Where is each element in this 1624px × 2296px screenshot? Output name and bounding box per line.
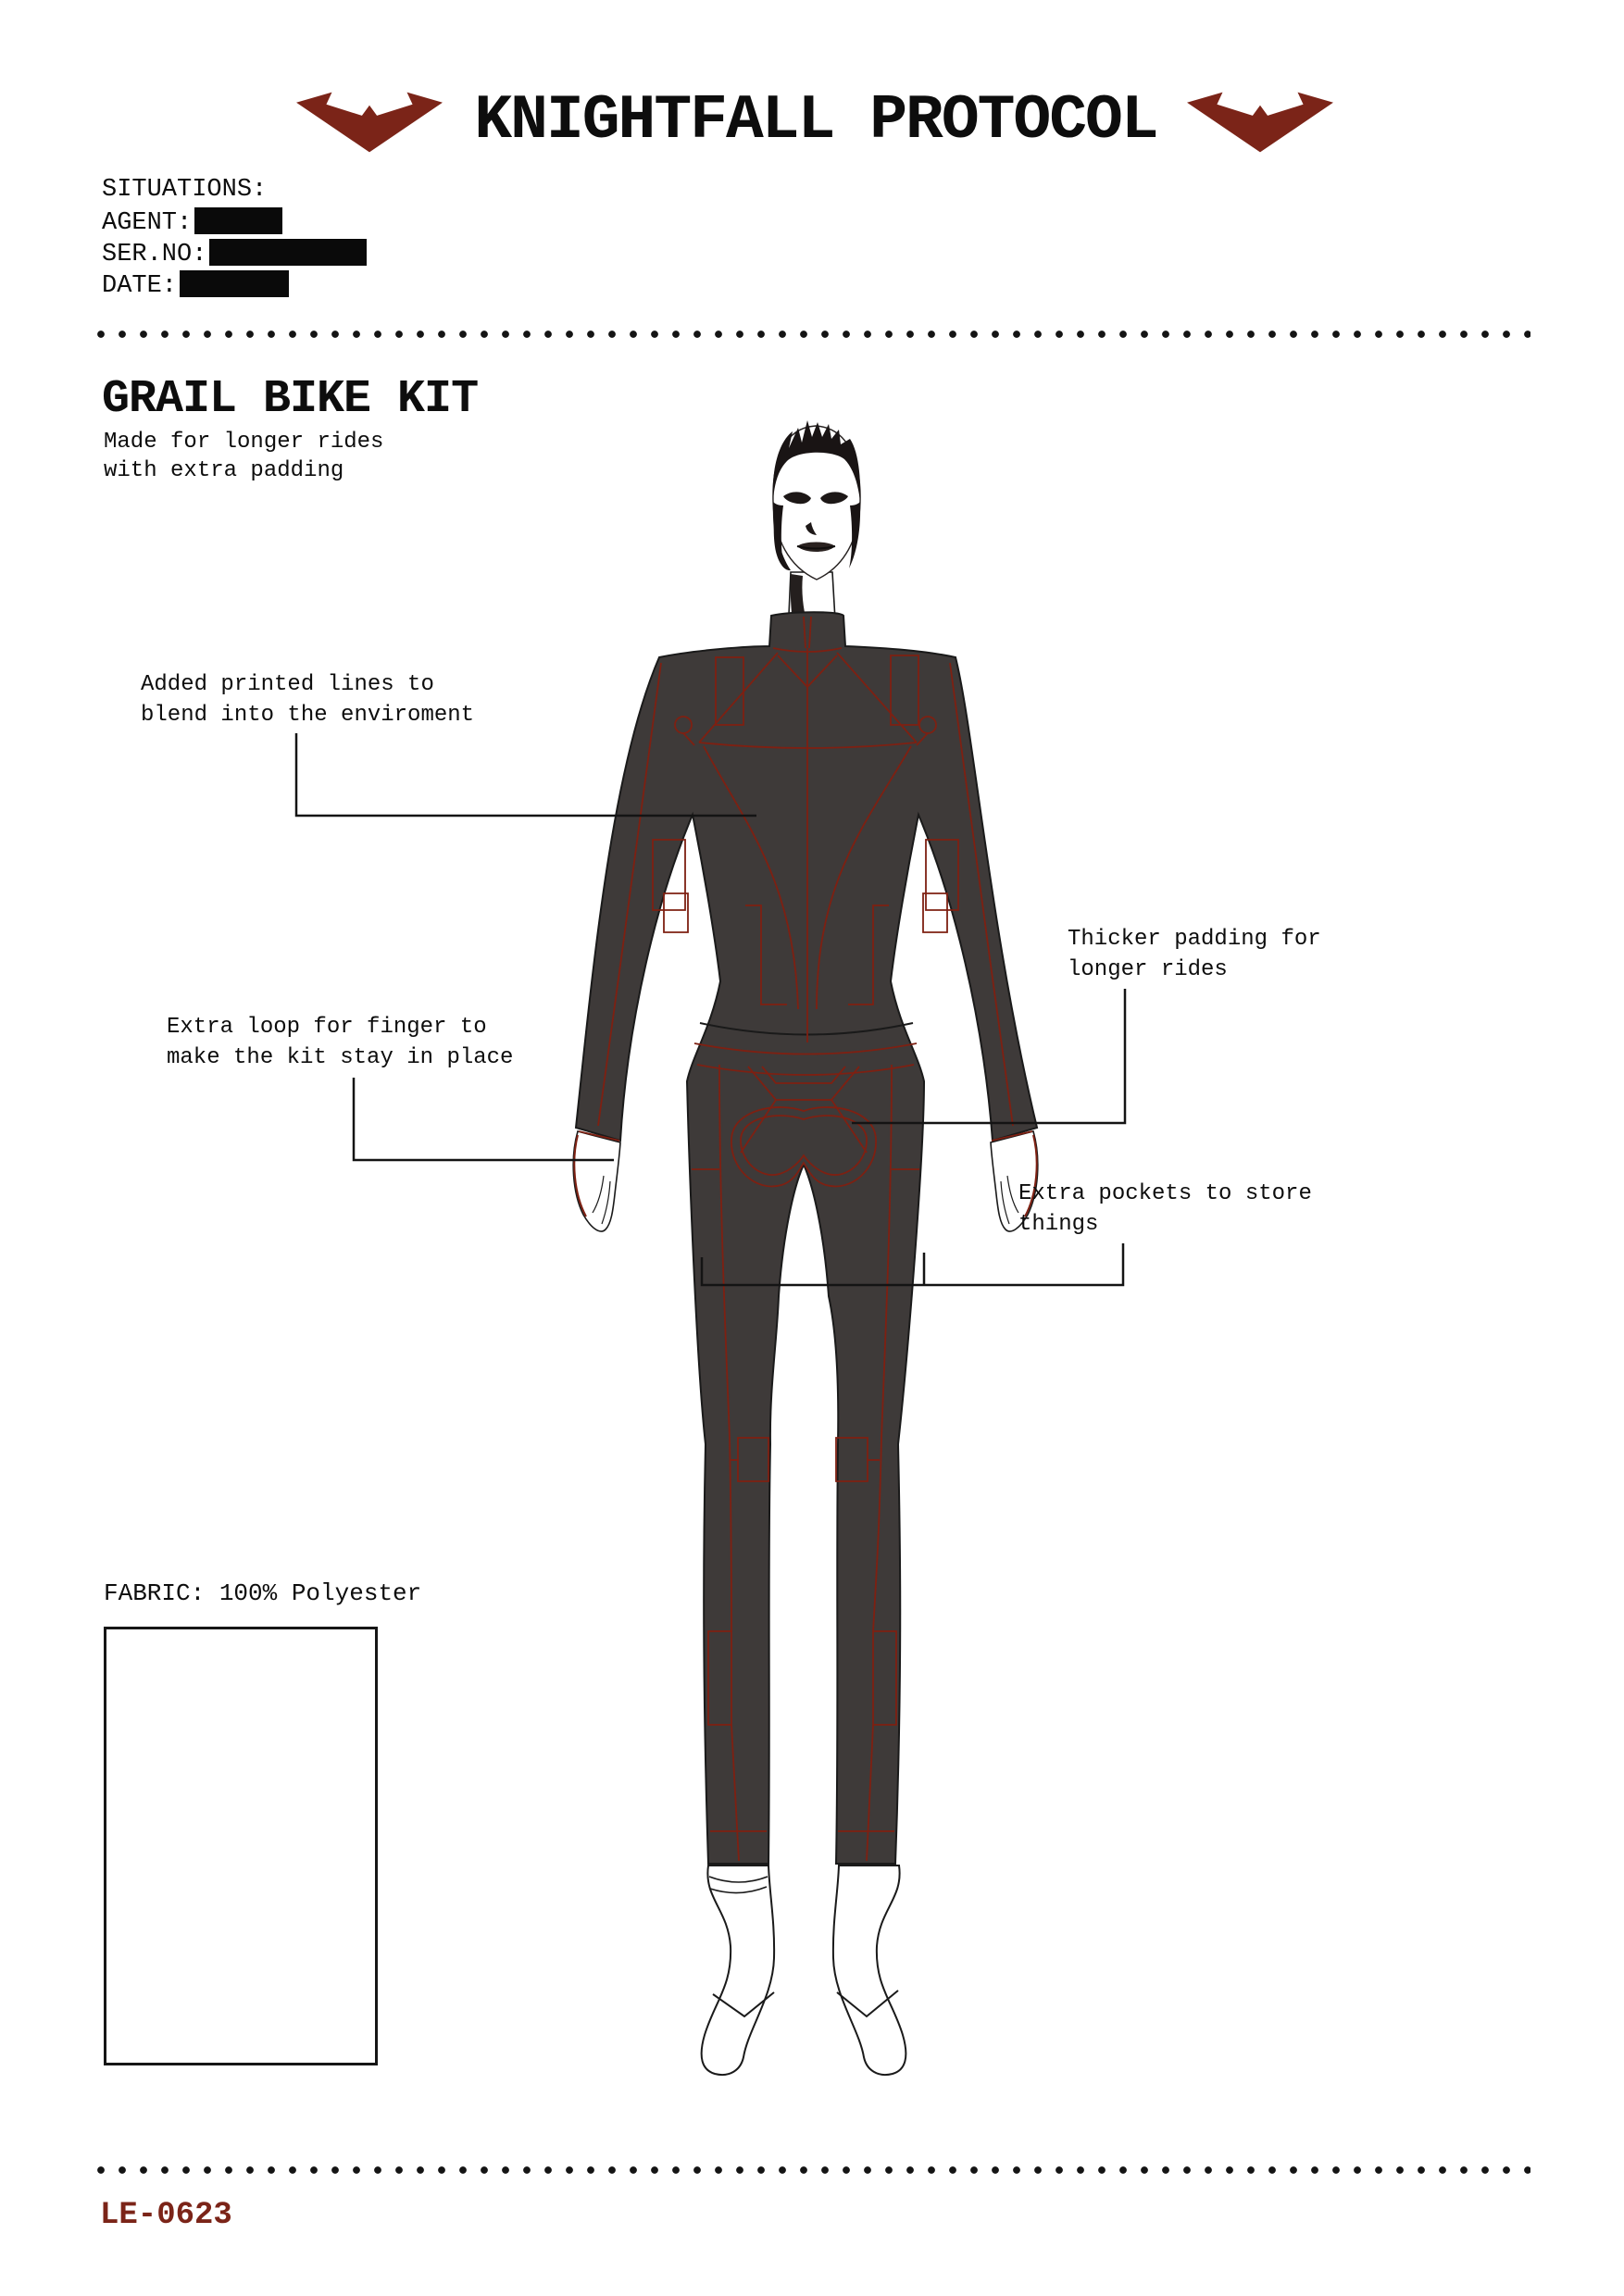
dotted-divider <box>97 331 1530 338</box>
figure-illustration <box>556 417 1056 2092</box>
annotation-finger-loop <box>167 1012 513 1073</box>
field-label: SITUATIONS: <box>102 176 268 204</box>
field-label: DATE: <box>102 272 178 300</box>
annotation-line: Extra pockets to store <box>1018 1181 1312 1206</box>
redacted-value <box>194 207 282 234</box>
annotation-line: Thicker padding for <box>1068 927 1321 952</box>
annotation-line: Extra loop for finger to <box>167 1015 487 1040</box>
figure-feet <box>702 1866 906 2075</box>
annotation-extra-pockets <box>1018 1179 1312 1240</box>
field-date <box>102 270 367 302</box>
field-agent <box>102 207 367 239</box>
field-situations <box>102 176 367 207</box>
field-label: SER.NO: <box>102 241 207 268</box>
field-serno <box>102 239 367 270</box>
annotation-line: blend into the enviroment <box>141 703 475 728</box>
annotation-thicker-padding <box>1068 924 1321 985</box>
annotation-line: Added printed lines to <box>141 672 434 697</box>
redacted-value <box>209 239 367 266</box>
redacted-value <box>180 270 289 297</box>
figure-head <box>773 420 860 636</box>
description-line: Made for longer rides <box>104 430 384 455</box>
annotation-line: longer rides <box>1068 957 1228 982</box>
dotted-divider <box>97 2166 1530 2174</box>
annotation-printed-lines <box>141 669 474 730</box>
product-name: GRAIL BIKE KIT <box>102 373 479 426</box>
fabric-swatch-box <box>104 1627 378 2065</box>
document-code: LE-0623 <box>100 2198 232 2233</box>
nightwing-emblem-icon <box>1185 85 1335 159</box>
fabric-label: FABRIC: 100% Polyester <box>104 1579 422 1607</box>
description-line: with extra padding <box>104 458 344 483</box>
field-label: AGENT: <box>102 209 193 237</box>
page-title: KNIGHTFALL PROTOCOL <box>474 85 1157 156</box>
product-description <box>104 428 383 485</box>
nightwing-emblem-icon <box>294 85 444 159</box>
annotation-line: make the kit stay in place <box>167 1045 514 1070</box>
document-fields <box>102 176 367 302</box>
annotation-line: things <box>1018 1212 1099 1237</box>
